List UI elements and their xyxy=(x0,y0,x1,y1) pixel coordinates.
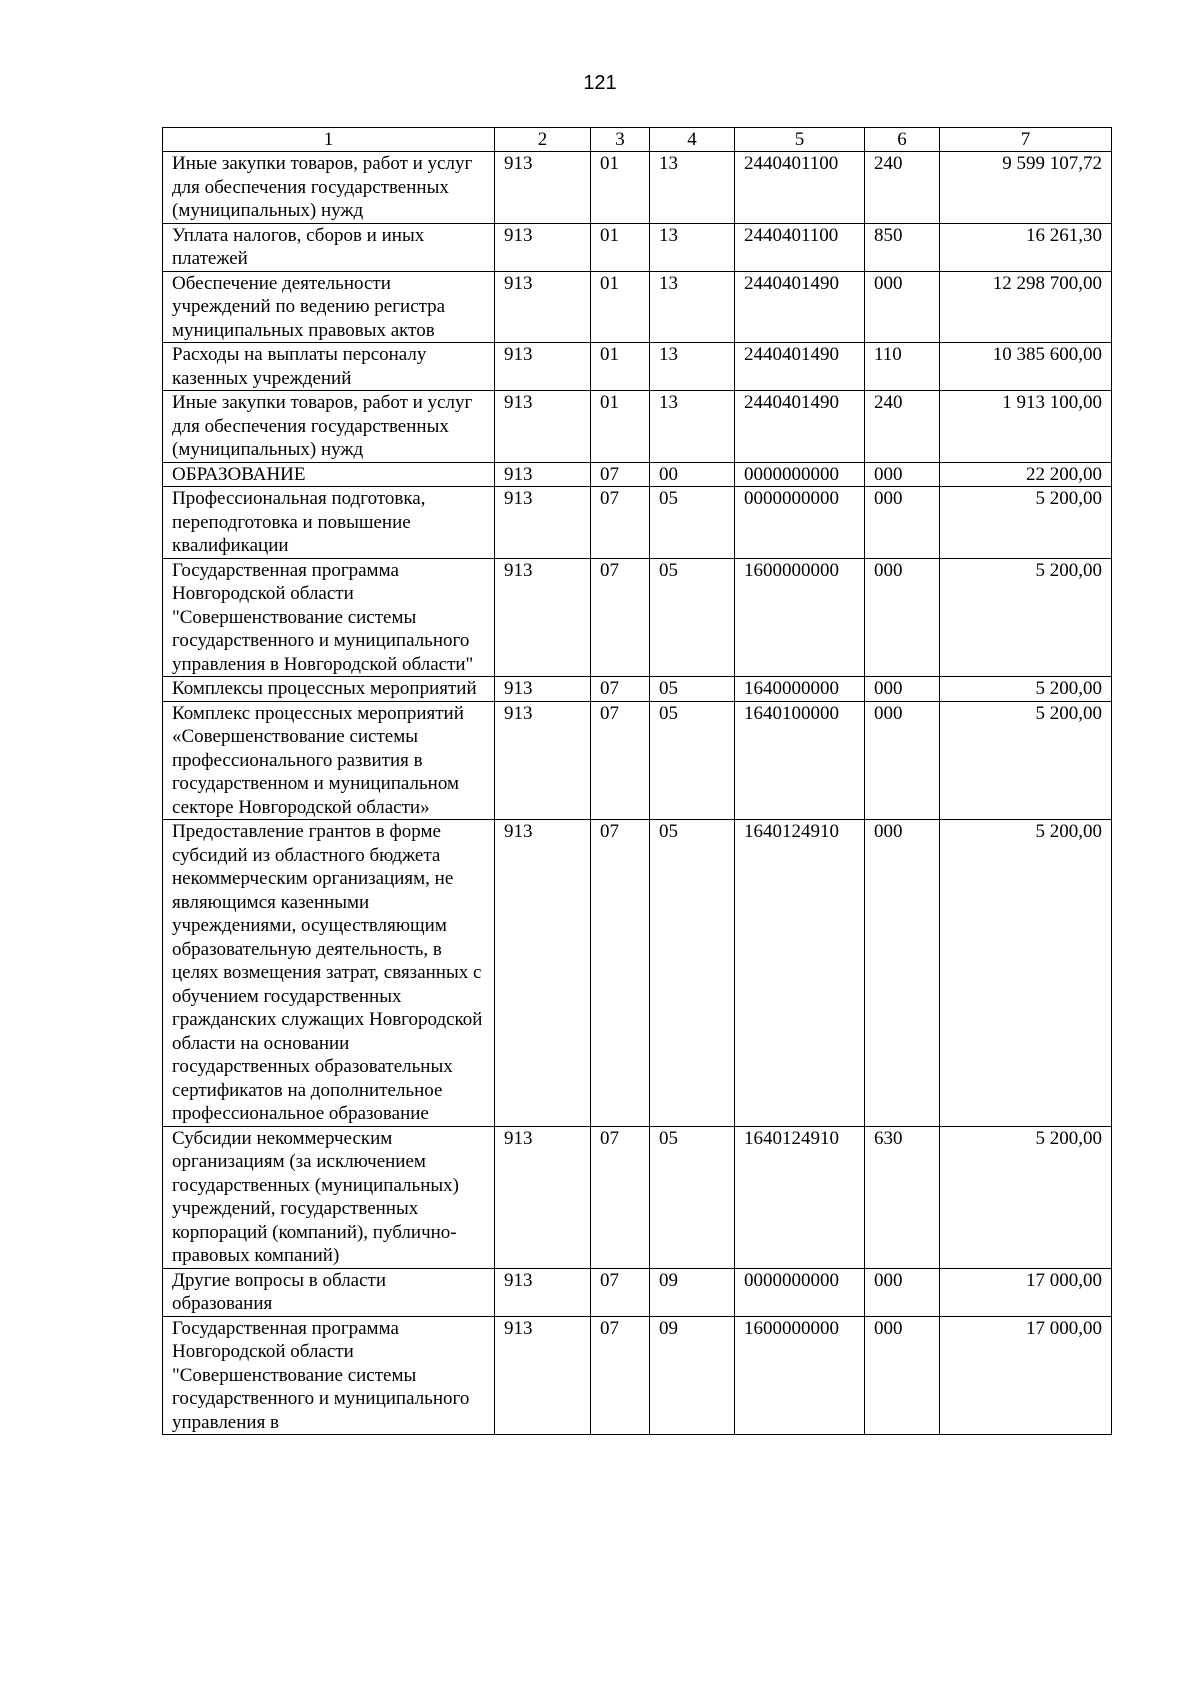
expense-name-cell: Предоставление грантов в форме субсидий из областного бюджета некоммерческим организациям, не являющимся казенными учреждениями, осуществляющим образовательную деятельность, в целях возмещения затрат, связанных с обучением государственных гражданских служащих Новгородской области на основании государственных образовательных сертификатов на дополнительное профессиональное образование xyxy=(163,820,495,1127)
department-code-cell: 913 xyxy=(495,1268,591,1316)
expense-type-code-cell: 000 xyxy=(865,558,940,677)
subsection-code-cell: 13 xyxy=(650,391,735,463)
section-code-cell: 01 xyxy=(591,343,650,391)
target-article-code-cell: 0000000000 xyxy=(735,1268,865,1316)
table-body xyxy=(163,128,1112,1435)
subsection-code-cell: 05 xyxy=(650,487,735,559)
section-code-cell: 07 xyxy=(591,677,650,702)
subsection-code-cell: 05 xyxy=(650,820,735,1127)
section-code-cell: 07 xyxy=(591,1126,650,1268)
expense-name-cell: Профессиональная подготовка, переподготовка и повышение квалификации xyxy=(163,487,495,559)
table-row xyxy=(163,271,1112,343)
subsection-code-cell: 09 xyxy=(650,1316,735,1435)
department-code-cell: 913 xyxy=(495,1316,591,1435)
expense-name-cell: Обеспечение деятельности учреждений по ведению регистра муниципальных правовых актов xyxy=(163,271,495,343)
subsection-code-cell: 09 xyxy=(650,1268,735,1316)
subsection-code-cell: 13 xyxy=(650,271,735,343)
table-row xyxy=(163,1268,1112,1316)
amount-cell: 5 200,00 xyxy=(940,701,1112,820)
subsection-code-cell: 13 xyxy=(650,223,735,271)
amount-cell: 5 200,00 xyxy=(940,1126,1112,1268)
table-row xyxy=(163,462,1112,487)
expense-name-cell: Комплекс процессных мероприятий «Совершенствование системы профессионального развития в государственном и муниципальном секторе Новгородской области» xyxy=(163,701,495,820)
column-header: 7 xyxy=(940,128,1112,152)
expense-type-code-cell: 000 xyxy=(865,677,940,702)
department-code-cell: 913 xyxy=(495,343,591,391)
department-code-cell: 913 xyxy=(495,820,591,1127)
expense-name-cell: Другие вопросы в области образования xyxy=(163,1268,495,1316)
target-article-code-cell: 1640124910 xyxy=(735,820,865,1127)
column-header: 2 xyxy=(495,128,591,152)
section-code-cell: 07 xyxy=(591,487,650,559)
target-article-code-cell: 1640000000 xyxy=(735,677,865,702)
department-code-cell: 913 xyxy=(495,152,591,224)
expense-name-cell: Субсидии некоммерческим организациям (за исключением государственных (муниципальных) учреждений, государственных корпораций (компаний), публично-правовых компаний) xyxy=(163,1126,495,1268)
section-code-cell: 07 xyxy=(591,1316,650,1435)
table-row xyxy=(163,343,1112,391)
column-header: 5 xyxy=(735,128,865,152)
expense-type-code-cell: 240 xyxy=(865,391,940,463)
amount-cell: 12 298 700,00 xyxy=(940,271,1112,343)
section-code-cell: 07 xyxy=(591,462,650,487)
section-code-cell: 07 xyxy=(591,820,650,1127)
section-code-cell: 01 xyxy=(591,223,650,271)
section-code-cell: 07 xyxy=(591,1268,650,1316)
table-row xyxy=(163,558,1112,677)
column-header: 4 xyxy=(650,128,735,152)
amount-cell: 5 200,00 xyxy=(940,487,1112,559)
table-row xyxy=(163,701,1112,820)
expense-type-code-cell: 110 xyxy=(865,343,940,391)
table-row xyxy=(163,391,1112,463)
expense-type-code-cell: 240 xyxy=(865,152,940,224)
amount-cell: 17 000,00 xyxy=(940,1268,1112,1316)
expense-name-cell: Иные закупки товаров, работ и услуг для обеспечения государственных (муниципальных) нужд xyxy=(163,391,495,463)
subsection-code-cell: 13 xyxy=(650,152,735,224)
department-code-cell: 913 xyxy=(495,223,591,271)
department-code-cell: 913 xyxy=(495,701,591,820)
expense-name-cell: Государственная программа Новгородской области "Совершенствование системы государственного и муниципального управления в Новгородской области" xyxy=(163,558,495,677)
expense-name-cell: Иные закупки товаров, работ и услуг для обеспечения государственных (муниципальных) нужд xyxy=(163,152,495,224)
amount-cell: 1 913 100,00 xyxy=(940,391,1112,463)
column-header: 1 xyxy=(163,128,495,152)
expense-type-code-cell: 000 xyxy=(865,820,940,1127)
target-article-code-cell: 2440401490 xyxy=(735,271,865,343)
table-row xyxy=(163,677,1112,702)
table-row xyxy=(163,1316,1112,1435)
amount-cell: 5 200,00 xyxy=(940,820,1112,1127)
table-header-row xyxy=(163,128,1112,152)
amount-cell: 5 200,00 xyxy=(940,677,1112,702)
budget-table xyxy=(162,127,1112,1435)
table-row xyxy=(163,820,1112,1127)
department-code-cell: 913 xyxy=(495,391,591,463)
amount-cell: 10 385 600,00 xyxy=(940,343,1112,391)
column-header: 3 xyxy=(591,128,650,152)
expense-name-cell: Государственная программа Новгородской области "Совершенствование системы государственного и муниципального управления в xyxy=(163,1316,495,1435)
table-row xyxy=(163,1126,1112,1268)
amount-cell: 16 261,30 xyxy=(940,223,1112,271)
amount-cell: 5 200,00 xyxy=(940,558,1112,677)
page-number: 121 xyxy=(583,72,617,94)
subsection-code-cell: 05 xyxy=(650,558,735,677)
target-article-code-cell: 1640100000 xyxy=(735,701,865,820)
target-article-code-cell: 1600000000 xyxy=(735,558,865,677)
expense-type-code-cell: 630 xyxy=(865,1126,940,1268)
expense-name-cell: Уплата налогов, сборов и иных платежей xyxy=(163,223,495,271)
department-code-cell: 913 xyxy=(495,1126,591,1268)
expense-type-code-cell: 000 xyxy=(865,462,940,487)
department-code-cell: 913 xyxy=(495,271,591,343)
table-row xyxy=(163,487,1112,559)
amount-cell: 22 200,00 xyxy=(940,462,1112,487)
expense-type-code-cell: 000 xyxy=(865,271,940,343)
target-article-code-cell: 0000000000 xyxy=(735,487,865,559)
table-row xyxy=(163,223,1112,271)
subsection-code-cell: 00 xyxy=(650,462,735,487)
target-article-code-cell: 1640124910 xyxy=(735,1126,865,1268)
department-code-cell: 913 xyxy=(495,462,591,487)
expense-name-cell: Расходы на выплаты персоналу казенных учреждений xyxy=(163,343,495,391)
column-header: 6 xyxy=(865,128,940,152)
expense-name-cell: ОБРАЗОВАНИЕ xyxy=(163,462,495,487)
department-code-cell: 913 xyxy=(495,487,591,559)
section-code-cell: 01 xyxy=(591,271,650,343)
subsection-code-cell: 05 xyxy=(650,677,735,702)
target-article-code-cell: 2440401100 xyxy=(735,223,865,271)
subsection-code-cell: 05 xyxy=(650,701,735,820)
section-code-cell: 01 xyxy=(591,391,650,463)
expense-type-code-cell: 850 xyxy=(865,223,940,271)
target-article-code-cell: 2440401490 xyxy=(735,343,865,391)
expense-type-code-cell: 000 xyxy=(865,1316,940,1435)
subsection-code-cell: 13 xyxy=(650,343,735,391)
table-row xyxy=(163,152,1112,224)
target-article-code-cell: 2440401100 xyxy=(735,152,865,224)
expense-name-cell: Комплексы процессных мероприятий xyxy=(163,677,495,702)
section-code-cell: 01 xyxy=(591,152,650,224)
department-code-cell: 913 xyxy=(495,558,591,677)
section-code-cell: 07 xyxy=(591,701,650,820)
target-article-code-cell: 2440401490 xyxy=(735,391,865,463)
expense-type-code-cell: 000 xyxy=(865,1268,940,1316)
expense-type-code-cell: 000 xyxy=(865,701,940,820)
amount-cell: 17 000,00 xyxy=(940,1316,1112,1435)
expense-type-code-cell: 000 xyxy=(865,487,940,559)
target-article-code-cell: 1600000000 xyxy=(735,1316,865,1435)
department-code-cell: 913 xyxy=(495,677,591,702)
section-code-cell: 07 xyxy=(591,558,650,677)
target-article-code-cell: 0000000000 xyxy=(735,462,865,487)
amount-cell: 9 599 107,72 xyxy=(940,152,1112,224)
subsection-code-cell: 05 xyxy=(650,1126,735,1268)
